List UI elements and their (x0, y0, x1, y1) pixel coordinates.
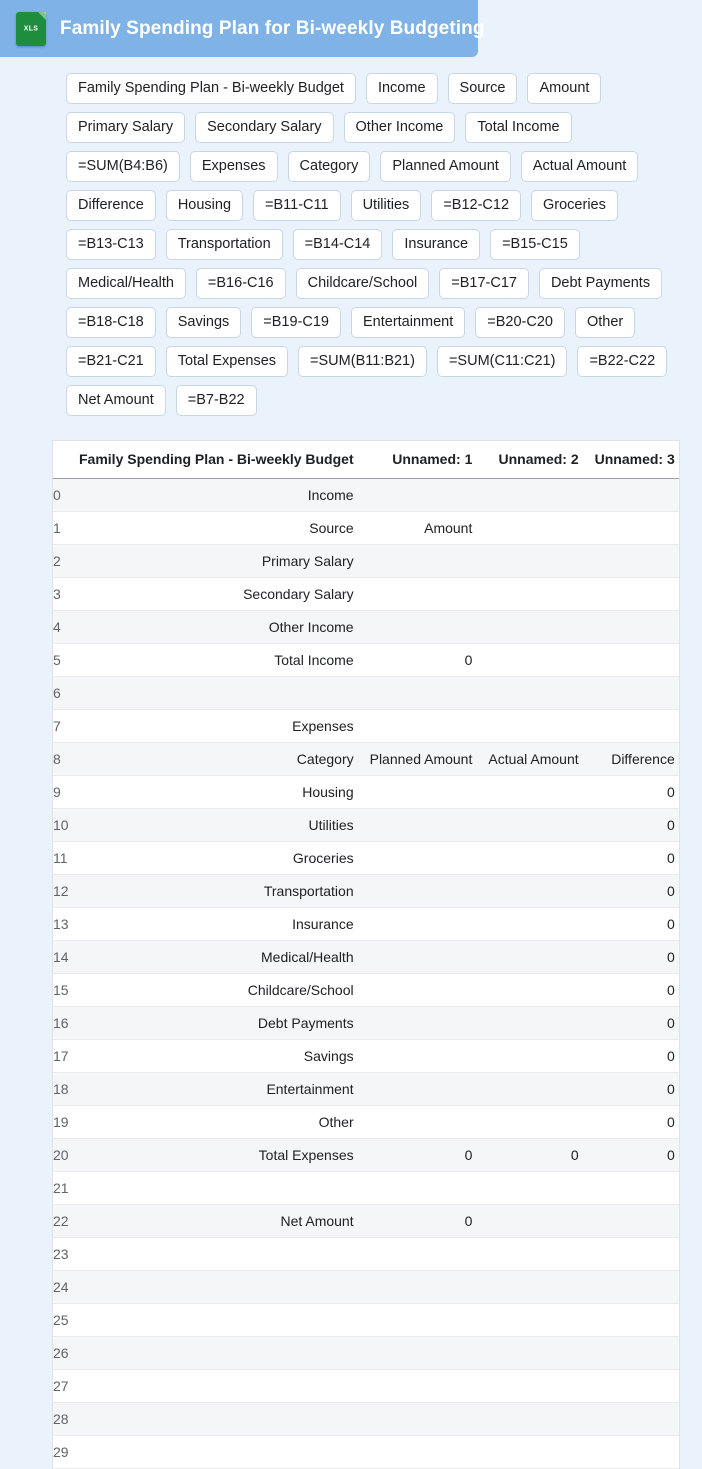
token-chip[interactable]: Insurance (392, 229, 480, 260)
table-row[interactable] (53, 1073, 680, 1106)
table-cell: 0 (666, 1048, 675, 1064)
token-chip[interactable]: =B12-C12 (431, 190, 521, 221)
table-cell (480, 1304, 586, 1337)
row-index-cell: 22 (53, 1213, 69, 1229)
table-cell (480, 1271, 586, 1304)
table-row[interactable] (53, 974, 680, 1007)
table-cell (587, 710, 680, 743)
table-cell (362, 908, 481, 941)
token-chip[interactable]: =B15-C15 (490, 229, 580, 260)
table-cell (362, 1172, 481, 1205)
token-chip[interactable]: Total Income (465, 112, 571, 143)
table-cell (480, 1403, 586, 1436)
table-cell: Insurance (292, 916, 354, 932)
table-row[interactable] (53, 1304, 680, 1337)
table-cell: Groceries (292, 850, 354, 866)
table-cell (480, 644, 586, 677)
table-cell (362, 776, 481, 809)
table-cell: Other Income (268, 619, 354, 635)
table-row[interactable] (53, 1436, 680, 1469)
table-cell: 0 (666, 850, 675, 866)
table-cell: Actual Amount (488, 751, 579, 767)
table-cell: Source (309, 520, 354, 536)
table-cell: Primary Salary (261, 553, 354, 569)
row-index-cell: 9 (53, 784, 61, 800)
table-cell (362, 1106, 481, 1139)
table-cell (362, 1436, 481, 1469)
table-cell (71, 1271, 362, 1304)
table-cell (362, 1007, 481, 1040)
row-index-cell: 23 (53, 1246, 69, 1262)
table-row[interactable] (53, 1337, 680, 1370)
token-chip[interactable]: Utilities (351, 190, 422, 221)
table-cell: 0 (666, 949, 675, 965)
token-chip[interactable]: Family Spending Plan - Bi-weekly Budget (66, 73, 356, 104)
token-chip[interactable]: Other (575, 307, 635, 338)
table-cell (587, 611, 680, 644)
row-index-cell: 21 (53, 1180, 69, 1196)
token-chip[interactable]: Groceries (531, 190, 618, 221)
table-row[interactable] (53, 611, 680, 644)
token-chip[interactable]: Net Amount (66, 385, 166, 416)
table-cell (480, 1106, 586, 1139)
table-cell (480, 545, 586, 578)
table-cell (480, 1172, 586, 1205)
token-chip[interactable]: Primary Salary (66, 112, 185, 143)
table-cell: 0 (666, 1015, 675, 1031)
row-index-cell: 15 (53, 982, 69, 998)
token-chip[interactable]: Category (288, 151, 371, 182)
table-cell: Planned Amount (369, 751, 473, 767)
table-cell (71, 1436, 362, 1469)
xls-file-icon (16, 12, 46, 46)
row-index-cell: 28 (53, 1411, 69, 1427)
table-cell (480, 578, 586, 611)
token-chip[interactable]: Secondary Salary (195, 112, 333, 143)
table-cell (587, 1370, 680, 1403)
row-index-cell: 24 (53, 1279, 69, 1295)
table-cell (587, 1403, 680, 1436)
token-chip[interactable]: =B21-C21 (66, 346, 156, 377)
table-row[interactable] (53, 677, 680, 710)
table-row[interactable] (53, 743, 680, 776)
table-cell (587, 578, 680, 611)
token-chip[interactable]: Source (448, 73, 518, 104)
token-chip[interactable]: =B22-C22 (577, 346, 667, 377)
table-cell (362, 611, 481, 644)
table-cell (587, 677, 680, 710)
table-cell: Childcare/School (247, 982, 354, 998)
token-chip[interactable]: =B11-C11 (253, 190, 341, 221)
table-cell (480, 1370, 586, 1403)
table-cell (587, 479, 680, 512)
table-cell (480, 1205, 586, 1238)
table-cell: 0 (464, 1213, 473, 1229)
table-cell: Net Amount (280, 1213, 354, 1229)
table-cell (362, 1238, 481, 1271)
table-cell (362, 842, 481, 875)
token-chip[interactable]: Actual Amount (521, 151, 639, 182)
table-cell (362, 677, 481, 710)
token-chip[interactable]: =B20-C20 (475, 307, 565, 338)
table-cell (362, 875, 481, 908)
table-cell (480, 941, 586, 974)
table-cell (362, 1073, 481, 1106)
token-chip[interactable]: =B16-C16 (196, 268, 286, 299)
table-row[interactable] (53, 1139, 680, 1172)
column-header-3: Unnamed: 3 (587, 441, 680, 479)
table-row[interactable] (53, 809, 680, 842)
page-title: Family Spending Plan for Bi-weekly Budgeting (60, 17, 485, 39)
table-cell (71, 1238, 362, 1271)
table-row[interactable] (53, 776, 680, 809)
table-cell: 0 (464, 1147, 473, 1163)
column-header-1: Unnamed: 1 (362, 441, 481, 479)
table-cell: Expenses (292, 718, 354, 734)
table-cell: 0 (666, 982, 675, 998)
table-cell (362, 1337, 481, 1370)
table-row[interactable] (53, 1271, 680, 1304)
table-cell (362, 545, 481, 578)
table-cell: Total Expenses (258, 1147, 354, 1163)
token-chip[interactable]: Childcare/School (296, 268, 430, 299)
table-cell (480, 776, 586, 809)
table-cell (480, 842, 586, 875)
table-row[interactable] (53, 1205, 680, 1238)
table-cell (587, 1172, 680, 1205)
table-cell: Other (318, 1114, 354, 1130)
table-row[interactable] (53, 842, 680, 875)
row-index-cell: 18 (53, 1081, 69, 1097)
table-cell (71, 1337, 362, 1370)
table-cell (362, 1271, 481, 1304)
table-cell (71, 1403, 362, 1436)
table-cell (480, 875, 586, 908)
token-chip[interactable]: =SUM(C11:C21) (437, 346, 568, 377)
token-chip[interactable]: Medical/Health (66, 268, 186, 299)
row-index-cell: 19 (53, 1114, 69, 1130)
table-row[interactable] (53, 1007, 680, 1040)
token-chip[interactable]: Income (366, 73, 438, 104)
row-index-cell: 11 (53, 850, 68, 866)
table-body (53, 479, 680, 1469)
table-cell (480, 1436, 586, 1469)
token-chip[interactable]: =B14-C14 (293, 229, 383, 260)
row-index-cell: 1 (53, 520, 61, 536)
table-cell: 0 (666, 916, 675, 932)
row-index-cell: 13 (53, 916, 69, 932)
token-chip[interactable]: =B18-C18 (66, 307, 156, 338)
row-index-cell: 0 (53, 487, 61, 503)
token-chip[interactable]: Total Expenses (166, 346, 288, 377)
table-cell (362, 1304, 481, 1337)
table-cell (362, 1040, 481, 1073)
table-cell (480, 1073, 586, 1106)
table-cell: Total Income (274, 652, 354, 668)
table-cell (362, 809, 481, 842)
table-cell (71, 1370, 362, 1403)
table-cell (480, 1007, 586, 1040)
table-cell (362, 710, 481, 743)
row-index-cell: 20 (53, 1147, 69, 1163)
table-cell: Entertainment (266, 1081, 354, 1097)
table-cell (480, 677, 586, 710)
table-cell (480, 479, 586, 512)
row-index-cell: 14 (53, 949, 69, 965)
table-cell (362, 578, 481, 611)
token-chip[interactable]: =B13-C13 (66, 229, 156, 260)
table-row[interactable] (53, 1106, 680, 1139)
row-index-cell: 26 (53, 1345, 69, 1361)
table-cell: 0 (666, 817, 675, 833)
table-cell: 0 (570, 1147, 579, 1163)
table-cell: 0 (666, 883, 675, 899)
table-cell (587, 1337, 680, 1370)
token-chip[interactable]: Amount (527, 73, 601, 104)
row-index-cell: 16 (53, 1015, 69, 1031)
table-cell (362, 1370, 481, 1403)
table-row[interactable] (53, 1370, 680, 1403)
table-header-row (53, 441, 680, 479)
token-chip[interactable]: Planned Amount (380, 151, 510, 182)
table-cell (480, 710, 586, 743)
column-header-2: Unnamed: 2 (480, 441, 586, 479)
row-index-cell: 29 (53, 1444, 69, 1460)
table-cell: Difference (611, 751, 675, 767)
table-row[interactable] (53, 545, 680, 578)
table-header (53, 441, 680, 479)
token-chip[interactable]: Housing (166, 190, 243, 221)
row-index-header (53, 441, 71, 479)
table-cell (587, 545, 680, 578)
table-cell: Income (307, 487, 354, 503)
table-row[interactable] (53, 875, 680, 908)
row-index-cell: 4 (53, 619, 61, 635)
row-index-cell: 7 (53, 718, 61, 734)
token-chip[interactable]: =SUM(B4:B6) (66, 151, 180, 182)
table-row[interactable] (53, 512, 680, 545)
table-cell: 0 (666, 1081, 675, 1097)
table-cell (362, 941, 481, 974)
token-chip-list (0, 57, 702, 426)
row-index-cell: 12 (53, 883, 69, 899)
table-row[interactable] (53, 479, 680, 512)
row-index-cell: 25 (53, 1312, 69, 1328)
table-cell (71, 1172, 362, 1205)
table-cell: Category (296, 751, 354, 767)
token-chip[interactable]: =B19-C19 (251, 307, 341, 338)
token-chip[interactable]: Savings (166, 307, 242, 338)
table-row[interactable] (53, 1040, 680, 1073)
row-index-cell: 17 (53, 1048, 69, 1064)
table-cell (587, 1436, 680, 1469)
table-cell (480, 1040, 586, 1073)
token-chip[interactable]: Entertainment (351, 307, 465, 338)
row-index-cell: 5 (53, 652, 61, 668)
row-index-cell: 10 (53, 817, 69, 833)
table-cell (480, 809, 586, 842)
table-cell (71, 1304, 362, 1337)
table-cell (480, 1337, 586, 1370)
column-header-0: Family Spending Plan - Bi-weekly Budget (71, 441, 362, 479)
table-row[interactable] (53, 1403, 680, 1436)
token-chip[interactable]: =SUM(B11:B21) (298, 346, 427, 377)
table-row[interactable] (53, 1172, 680, 1205)
table-cell: 0 (464, 652, 473, 668)
table-cell (587, 1304, 680, 1337)
table-cell: 0 (666, 1147, 675, 1163)
table-cell (480, 974, 586, 1007)
token-chip[interactable]: =B7-B22 (176, 385, 257, 416)
table-row[interactable] (53, 1238, 680, 1271)
row-index-cell: 3 (53, 586, 61, 602)
table-row[interactable] (53, 644, 680, 677)
table-cell: Amount (424, 520, 473, 536)
table-cell (587, 644, 680, 677)
table-cell: Utilities (308, 817, 354, 833)
table-cell: Savings (303, 1048, 354, 1064)
table-cell: Transportation (263, 883, 354, 899)
table-cell (362, 479, 481, 512)
table-cell (480, 1238, 586, 1271)
table-row[interactable] (53, 710, 680, 743)
token-chip[interactable]: Expenses (190, 151, 278, 182)
app-header (0, 0, 485, 57)
table-cell: 0 (666, 784, 675, 800)
token-chip[interactable]: Debt Payments (539, 268, 662, 299)
table-cell (362, 1403, 481, 1436)
row-index-cell: 6 (53, 685, 61, 701)
spreadsheet-table-container (52, 440, 680, 1469)
table-cell (480, 908, 586, 941)
table-row[interactable] (53, 908, 680, 941)
table-cell: 0 (666, 1114, 675, 1130)
table-cell (480, 611, 586, 644)
table-cell (71, 677, 362, 710)
table-row[interactable] (53, 578, 680, 611)
token-chip[interactable]: Other Income (344, 112, 456, 143)
table-cell (362, 974, 481, 1007)
row-index-cell: 27 (53, 1378, 69, 1394)
token-chip[interactable]: Difference (66, 190, 156, 221)
table-cell (587, 1271, 680, 1304)
table-cell: Medical/Health (261, 949, 354, 965)
table-cell (480, 512, 586, 545)
table-row[interactable] (53, 941, 680, 974)
spreadsheet-table (53, 441, 680, 1469)
row-index-cell: 8 (53, 751, 61, 767)
token-chip[interactable]: =B17-C17 (439, 268, 529, 299)
table-cell (587, 1238, 680, 1271)
token-chip[interactable]: Transportation (166, 229, 283, 260)
table-cell: Housing (302, 784, 354, 800)
table-cell: Secondary Salary (243, 586, 354, 602)
table-cell (587, 1205, 680, 1238)
row-index-cell: 2 (53, 553, 61, 569)
table-cell: Debt Payments (257, 1015, 354, 1031)
table-cell (587, 512, 680, 545)
